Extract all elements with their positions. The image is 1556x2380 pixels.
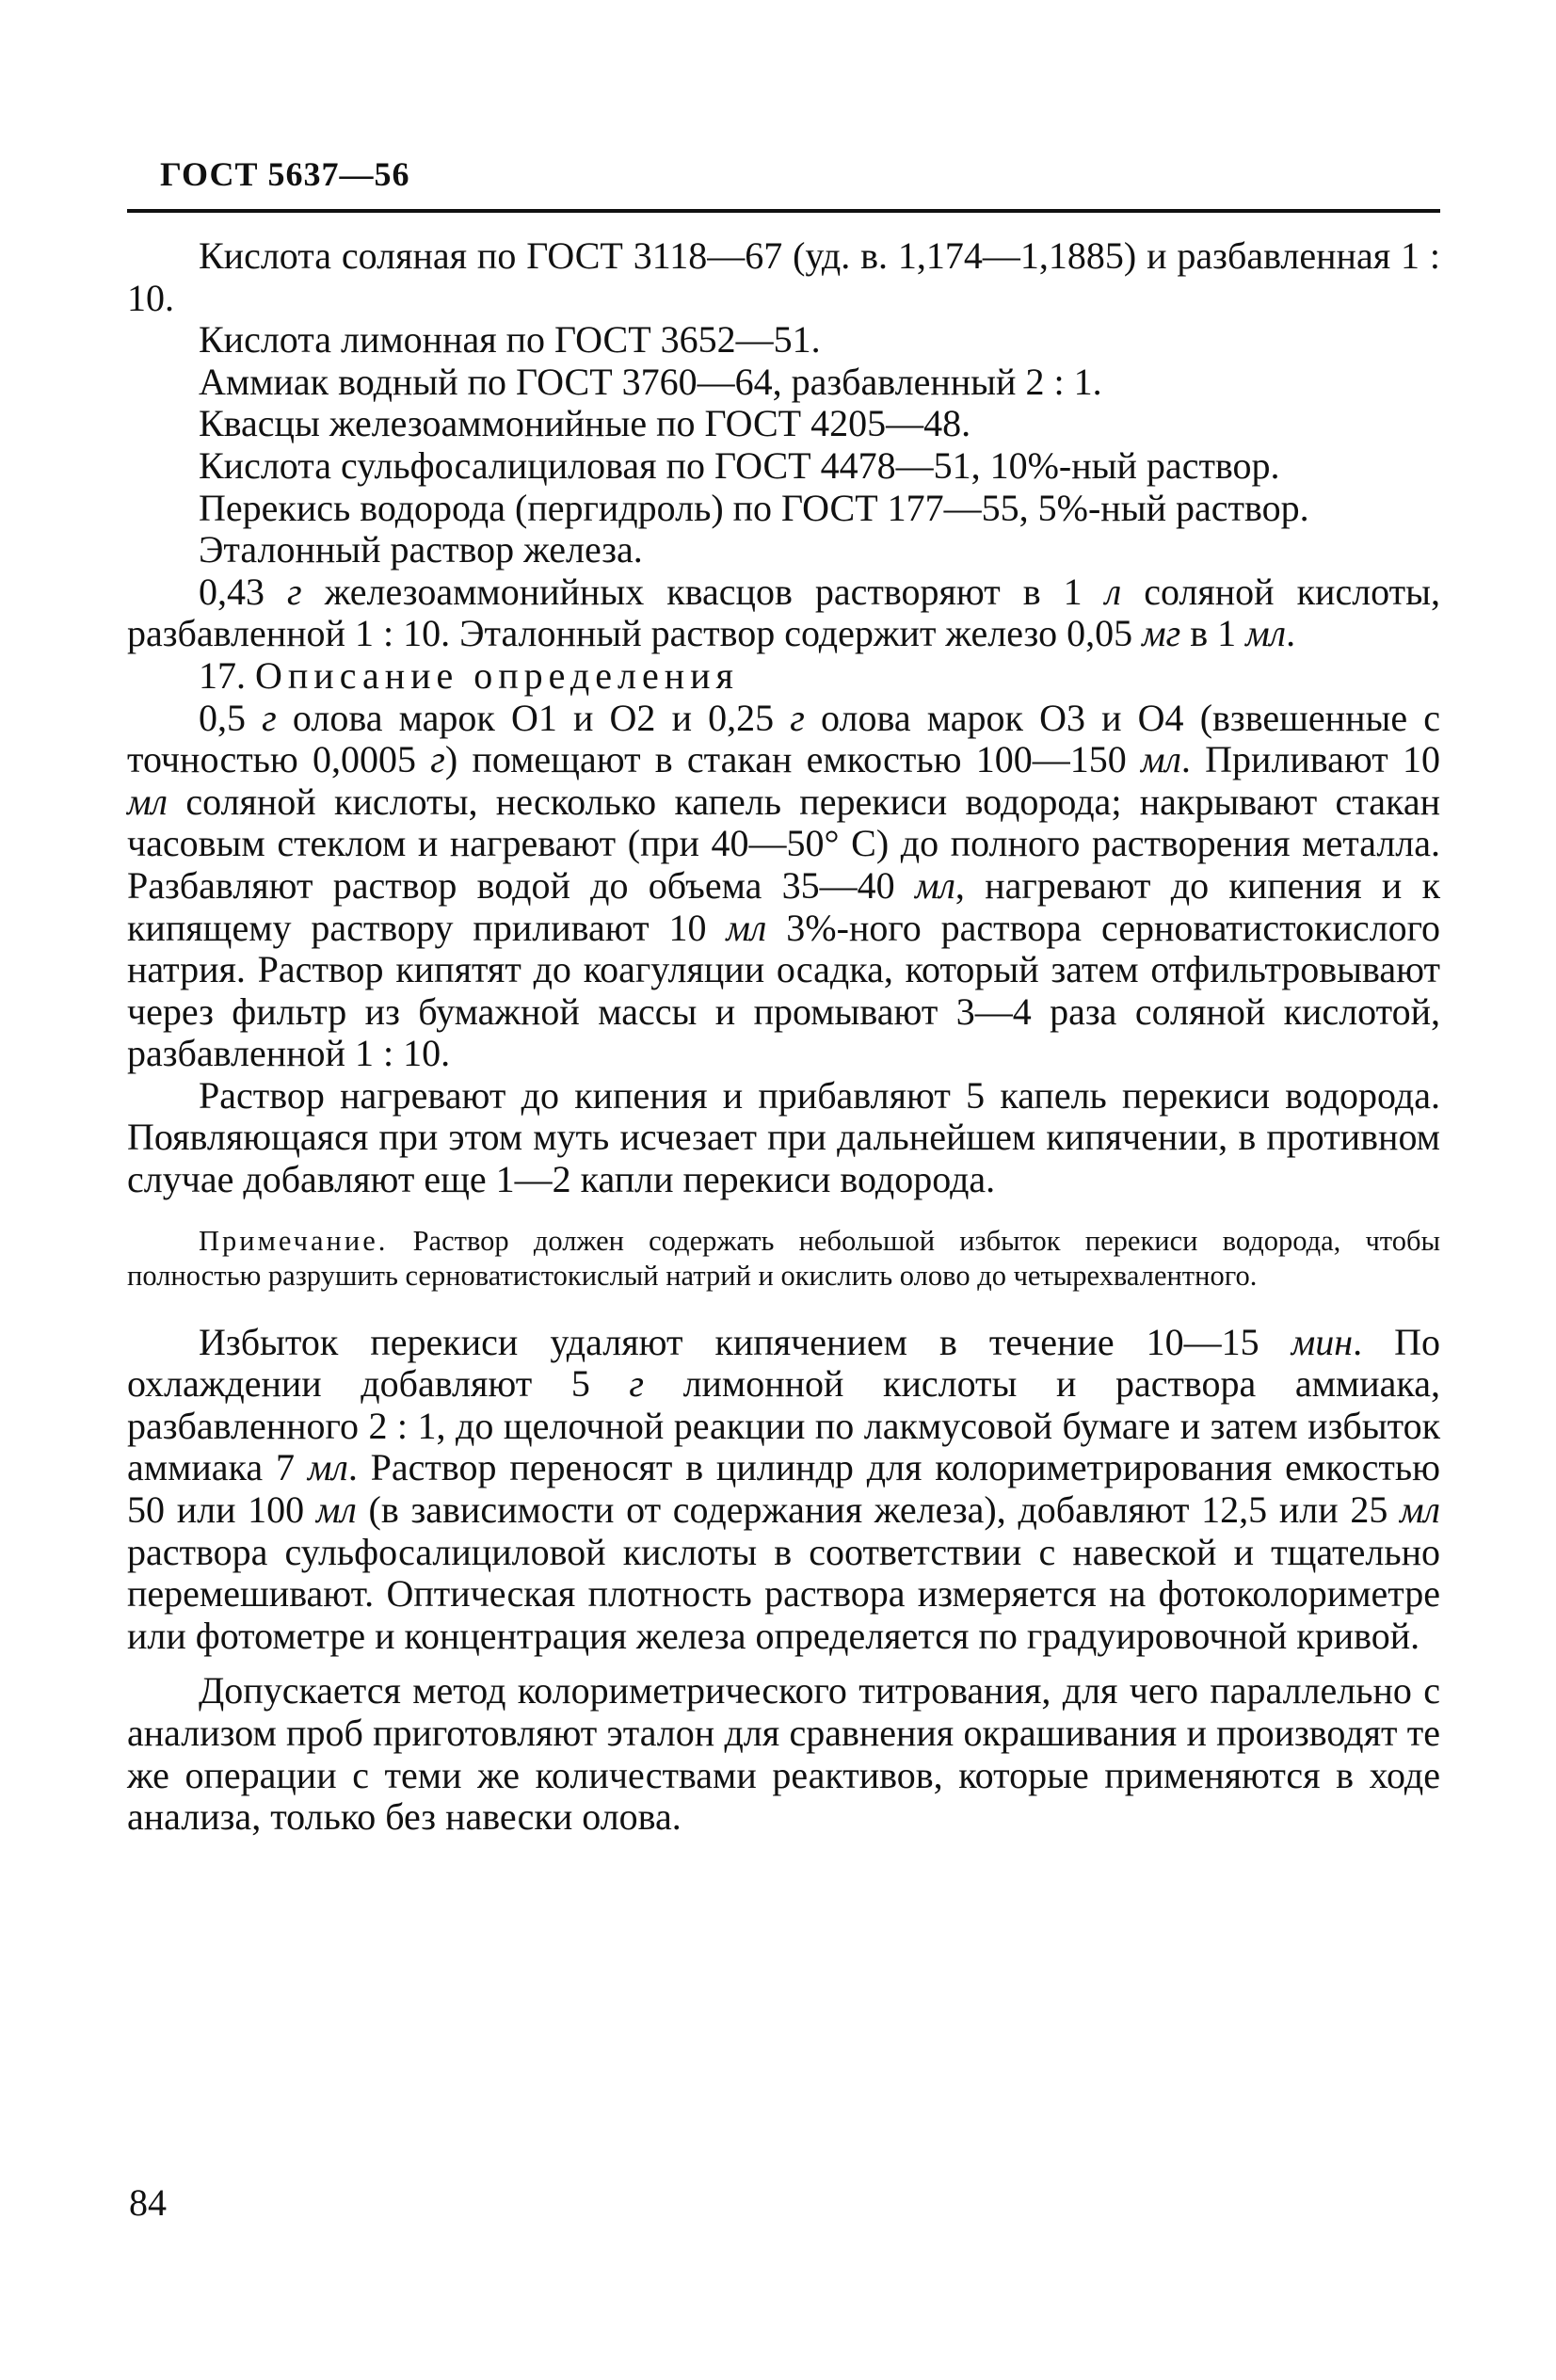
- note-block: [127, 1224, 1440, 1294]
- excess-paragraph: Избыток перекиси удаляют кипячением в течение 10—15 мин. По охлаждении добавляют 5 г лимонной кислоты и раствора аммиака, разбавленного 2 : 1, до щелочной реакции по лакмусовой бумаге и затем избыток аммиака 7 мл. Раствор переносят в цилиндр для колориметрирования емкостью 50 или 100 мл (в зависимости от содержания железа), добавляют 12,5 или 25 мл раствора сульфосалициловой кислоты в соответствии с навеской и тщательно перемешивают. Оптическая плотность раствора измеряется на фотоколориметре или фотометре и концентрация железа определяется по градуировочной кривой.: [127, 1320, 1441, 1657]
- note-label: Примечание.: [199, 1224, 389, 1257]
- page-header: ГОСТ 5637—56: [160, 155, 410, 193]
- reagent-item: Кислота сульфосалициловая по ГОСТ 4478—51, 10%-ный раствор.: [199, 443, 1280, 487]
- document-body: [127, 235, 1440, 1839]
- reagent-item: Перекись водорода (пергидроль) по ГОСТ 177—55, 5%-ный раствор.: [199, 486, 1309, 529]
- reagent-item: Кислота соляная по ГОСТ 3118—67 (уд. в. 1,174—1,1885) и разбавленная 1 : 10.: [127, 234, 1440, 319]
- reagent-item: Кислота лимонная по ГОСТ 3652—51.: [199, 318, 821, 362]
- document-page: [127, 151, 1440, 1839]
- header-rule: [127, 209, 1440, 213]
- section-title: Описание определения: [255, 653, 739, 697]
- titration-paragraph: Допускается метод колориметрического титрования, для чего параллельно с анализом проб приготовляют эталон для сравнения окрашивания и производят те же операции с теми же количествами реактивов, которые применяются в ходе анализа, только без навески олова.: [127, 1669, 1440, 1839]
- reagent-item: Квасцы железоаммонийные по ГОСТ 4205—48.: [199, 402, 971, 445]
- page-number: 84: [129, 2181, 167, 2224]
- note-text: Раствор должен содержать небольшой избыток перекиси водорода, чтобы полностью разрушить серноватистокислый натрий и окислить олово до четырехвалентного.: [127, 1224, 1440, 1292]
- section-heading: [127, 655, 1440, 698]
- heating-paragraph: Раствор нагревают до кипения и прибавляют 5 капель перекиси водорода. Появляющаяся при этом муть исчезает при дальнейшем кипячении, в противном случае добавляют еще 1—2 капли перекиси водорода.: [127, 1073, 1440, 1201]
- procedure-paragraph: 0,5 г олова марок О1 и О2 и 0,25 г олова марок О3 и О4 (взвешенные с точностью 0,0005 г) помещают в стакан емкостью 100—150 мл. Приливают 10 мл соляной кислоты, несколько капель перекиси водорода; накрывают стакан часовым стеклом и нагревают (при 40—50° С) до полного растворения металла. Разбавляют раствор водой до объема 35—40 мл, нагревают до кипения и к кипящему раствору приливают 10 мл 3%-ного раствора серноватистокислого натрия. Раствор кипятят до коагуляции осадка, который затем отфильтровывают через фильтр из бумажной массы и промывают 3—4 раза соляной кислотой, разбавленной 1 : 10.: [127, 696, 1441, 1075]
- section-number: 17.: [199, 653, 255, 697]
- etalon-paragraph: 0,43 г железоаммонийных квасцов растворяют в 1 л соляной кислоты, разбавленной 1 : 10. Эталонный раствор содержит железо 0,05 мг в 1 мл.: [127, 570, 1441, 655]
- reagent-item: Эталонный раствор железа.: [199, 528, 643, 571]
- reagent-item: Аммиак водный по ГОСТ 3760—64, разбавленный 2 : 1.: [199, 360, 1102, 403]
